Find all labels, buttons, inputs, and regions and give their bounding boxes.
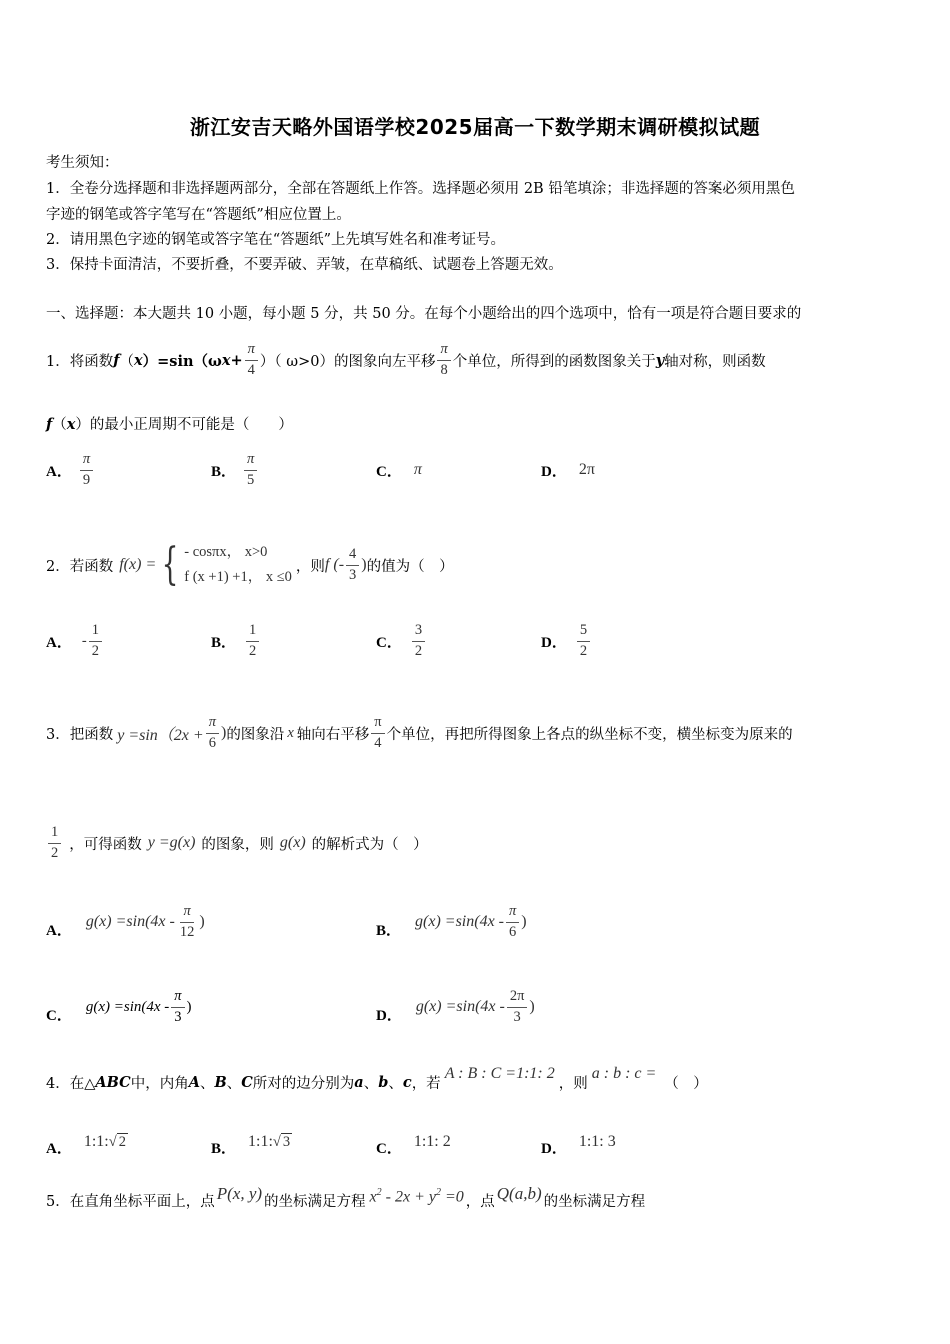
separator: 、 — [226, 1075, 242, 1092]
fraction-pi-over-6: $\frac{\pi}{6}$ — [506, 904, 519, 939]
option-label: C． — [46, 1007, 72, 1024]
question-2 — [46, 535, 454, 595]
option-label: B． — [211, 463, 237, 480]
option-value: ) — [529, 998, 535, 1015]
q2-option-a[interactable] — [46, 616, 104, 666]
piecewise-def: f(x) = — [119, 556, 157, 573]
question-text: ，可得函数 — [69, 836, 142, 853]
question-text: 将函数 — [69, 353, 114, 370]
q4-option-c[interactable] — [376, 1122, 451, 1162]
math-var: c — [402, 1073, 412, 1091]
q2-option-c[interactable] — [376, 616, 427, 666]
option-label: D． — [541, 463, 567, 480]
question-text: 的图象沿 — [226, 726, 285, 743]
fraction-pi-over-12: $\frac{\pi}{12}$ — [179, 903, 195, 940]
option-label: B． — [211, 1140, 237, 1157]
q1-option-c[interactable] — [376, 448, 422, 492]
option-label: D． — [541, 634, 567, 651]
q3-option-d[interactable] — [376, 980, 535, 1034]
func-expr: g(x) — [279, 834, 306, 851]
question-text: 若函数 — [69, 558, 114, 575]
fraction-4-over-3: $\frac{4}{3}$ — [346, 547, 359, 582]
q3-option-a[interactable] — [46, 895, 205, 949]
math-plus: + — [230, 351, 243, 369]
question-3 — [46, 703, 793, 763]
question-text: ，点 — [465, 1193, 495, 1210]
func-expr: ) — [220, 724, 227, 741]
question-number: 3． — [46, 726, 70, 743]
separator: 、 — [199, 1075, 215, 1092]
question-text: ，则 — [295, 558, 325, 575]
notice-item-1-cont: 字迹的钢笔或答字笔写在“答题纸”相应位置上。 — [46, 207, 351, 223]
question-number: 1． — [46, 353, 70, 370]
case-1: - cosπx， x>0 — [184, 544, 268, 560]
ratio-expr: a : b : c = — [591, 1065, 657, 1082]
option-label: A． — [46, 634, 72, 651]
fraction-1-over-2: $\frac{1}{2}$ — [89, 623, 102, 658]
option-label: C． — [376, 1140, 402, 1157]
question-text: 个单位，再把所得图象上各点的纵坐标不变，横坐标变为原来的 — [386, 726, 793, 743]
question-text: 轴对称，则函数 — [664, 353, 766, 370]
question-text: 轴向右平移 — [296, 726, 370, 743]
option-value: g(x) =sin(4x - — [85, 913, 175, 930]
fraction-pi-over-3: $\frac{\pi}{3}$ — [171, 989, 184, 1024]
q4-option-a[interactable] — [46, 1122, 128, 1162]
math-var: C — [241, 1073, 253, 1091]
func-expr: y =g(x) — [147, 834, 196, 851]
minus-sign: - — [81, 632, 87, 649]
question-text: 在直角坐标平面上，点 — [69, 1193, 215, 1210]
question-text: 的解析式为（ ） — [311, 836, 428, 853]
fraction-2pi-over-3: $\frac{2\pi}{3}$ — [507, 989, 528, 1024]
math-x: x — [287, 724, 294, 741]
q1-option-a[interactable] — [46, 448, 95, 492]
math-abc: ABC — [95, 1073, 131, 1091]
question-number: 5． — [46, 1193, 70, 1210]
fraction-pi-over-4: $\frac{\pi}{4}$ — [245, 342, 258, 377]
equation: $x^2 - 2x + y^2 =0$ — [369, 1187, 464, 1206]
option-value: g(x) =sin(4x - — [415, 913, 504, 930]
question-text: ，若 — [411, 1075, 441, 1092]
separator: 、 — [388, 1075, 403, 1092]
eval-expr: f (- — [324, 556, 345, 573]
option-value: 2π — [578, 461, 595, 478]
piecewise-cases — [184, 540, 292, 590]
question-number: 2． — [46, 558, 70, 575]
question-text: （ — [119, 353, 134, 370]
option-value: g(x) =sin(4x - — [85, 998, 170, 1015]
q2-option-d[interactable] — [541, 616, 592, 666]
question-text: 的值为（ ） — [366, 558, 454, 575]
math-var: B — [214, 1073, 227, 1091]
option-value: 1:1: 2 — [413, 1133, 451, 1150]
q3-option-b[interactable] — [376, 895, 527, 949]
section-header: 一、选择题：本大题共 10 小题，每小题 5 分，共 50 分。在每个小题给出的四个选项中，恰有一项是符合题目要求的 — [46, 306, 802, 322]
question-number: 4． — [46, 1075, 70, 1092]
point-q: Q(a,b) — [496, 1184, 542, 1203]
option-value: π — [413, 461, 422, 478]
option-label: C． — [376, 634, 402, 651]
option-label: C． — [376, 463, 402, 480]
separator: 、 — [363, 1075, 379, 1092]
ratio-expr: A : B : C =1:1: 2 — [444, 1065, 555, 1082]
q4-option-b[interactable] — [211, 1122, 292, 1162]
fraction-pi-over-8: $\frac{\pi}{8}$ — [437, 342, 450, 377]
math-x: x — [133, 351, 143, 369]
question-text: 在△ — [69, 1075, 96, 1092]
math-sin: ）=sin（ω — [142, 352, 222, 370]
func-expr: y =sin（2x + — [117, 726, 204, 744]
eval-expr: ) — [361, 556, 367, 573]
option-label: A． — [46, 463, 72, 480]
question-3-cont — [46, 813, 428, 873]
question-text: 所对的边分别为 — [252, 1075, 355, 1092]
question-text: （ ） — [664, 1075, 708, 1092]
option-value: 2 — [118, 1134, 126, 1150]
question-text: 的坐标满足方程 — [543, 1193, 646, 1210]
option-value: 1:1: 3 — [578, 1133, 616, 1150]
option-value: ) — [521, 913, 527, 930]
math-var: b — [378, 1073, 389, 1091]
question-1-cont — [46, 413, 293, 434]
page-title: 浙江安吉天略外国语学校2025届高一下数学期末调研模拟试题 — [189, 115, 761, 139]
fraction-pi-over-6: $\frac{\pi}{6}$ — [206, 715, 219, 750]
question-1 — [46, 330, 766, 390]
question-4 — [46, 1062, 708, 1102]
fraction-pi-over-9: $\frac{\pi}{9}$ — [80, 452, 93, 487]
option-label: B． — [211, 634, 237, 651]
q4-option-d[interactable] — [541, 1122, 616, 1162]
question-text: ）的最小正周期不可能是（ ） — [75, 417, 293, 433]
option-value: ) — [199, 913, 205, 930]
sqrt-icon: √ — [108, 1133, 117, 1150]
fraction-pi-over-5: $\frac{\pi}{5}$ — [244, 452, 257, 487]
fraction-1-over-2: $\frac{1}{2}$ — [48, 825, 61, 860]
notice-header: 考生须知： — [46, 155, 119, 171]
option-label: A． — [46, 922, 72, 939]
option-label: D． — [376, 1007, 402, 1024]
q1-option-d[interactable] — [541, 448, 595, 492]
point-p: P(x, y) — [216, 1184, 263, 1203]
notice-item-1: 1．全卷分选择题和非选择题两部分，全部在答题纸上作答。选择题必须用 2B 铅笔填涂；非选择题的答案必须用黑色 — [46, 181, 795, 197]
option-value: ) — [186, 998, 192, 1015]
q3-option-c[interactable] — [46, 980, 192, 1034]
question-text: 中，内角 — [130, 1075, 189, 1092]
option-value: 3 — [282, 1134, 291, 1150]
option-value: 1:1: — [83, 1133, 109, 1150]
sqrt-icon: √ — [272, 1133, 281, 1150]
question-5 — [46, 1180, 645, 1220]
fraction-3-over-2: $\frac{3}{2}$ — [412, 623, 425, 658]
math-y: y — [655, 351, 665, 369]
notice-item-3: 3．保持卡面清洁，不要折叠，不要弄破、弄皱，在草稿纸、试题卷上答题无效。 — [46, 257, 563, 273]
fraction-pi-over-4: $\frac{\pi}{4}$ — [371, 715, 384, 750]
math-x: x — [221, 351, 231, 369]
option-label: B． — [376, 922, 402, 939]
option-label: A． — [46, 1140, 72, 1157]
option-label: D． — [541, 1140, 567, 1157]
question-text: 的图象，则 — [201, 836, 274, 853]
question-text: 个单位，所得到的函数图象关于 — [452, 353, 656, 370]
math-var: A — [188, 1073, 200, 1091]
fraction-1-over-2: $\frac{1}{2}$ — [246, 623, 259, 658]
math-var: a — [354, 1073, 364, 1091]
option-value: 1:1: — [248, 1133, 273, 1150]
math-f: f — [46, 416, 53, 433]
option-value: g(x) =sin(4x - — [415, 998, 505, 1015]
question-text: （ — [52, 417, 67, 433]
fraction-5-over-2: $\frac{5}{2}$ — [577, 623, 590, 658]
question-text: 把函数 — [69, 726, 114, 743]
question-text: 的坐标满足方程 — [264, 1193, 366, 1210]
question-text: ）（ ω>0）的图象向左平移 — [259, 353, 436, 370]
math-x: x — [66, 416, 76, 433]
q1-option-b[interactable] — [211, 448, 259, 492]
notice-item-2: 2．请用黑色字迹的钢笔或答字笔在“答题纸”上先填写姓名和准考证号。 — [46, 232, 506, 248]
question-text: ，则 — [558, 1075, 588, 1092]
case-2: f (x +1) +1， x ≤0 — [184, 569, 292, 585]
math-f: f — [113, 351, 120, 369]
q2-option-b[interactable] — [211, 616, 261, 666]
brace-icon: { — [161, 539, 179, 590]
